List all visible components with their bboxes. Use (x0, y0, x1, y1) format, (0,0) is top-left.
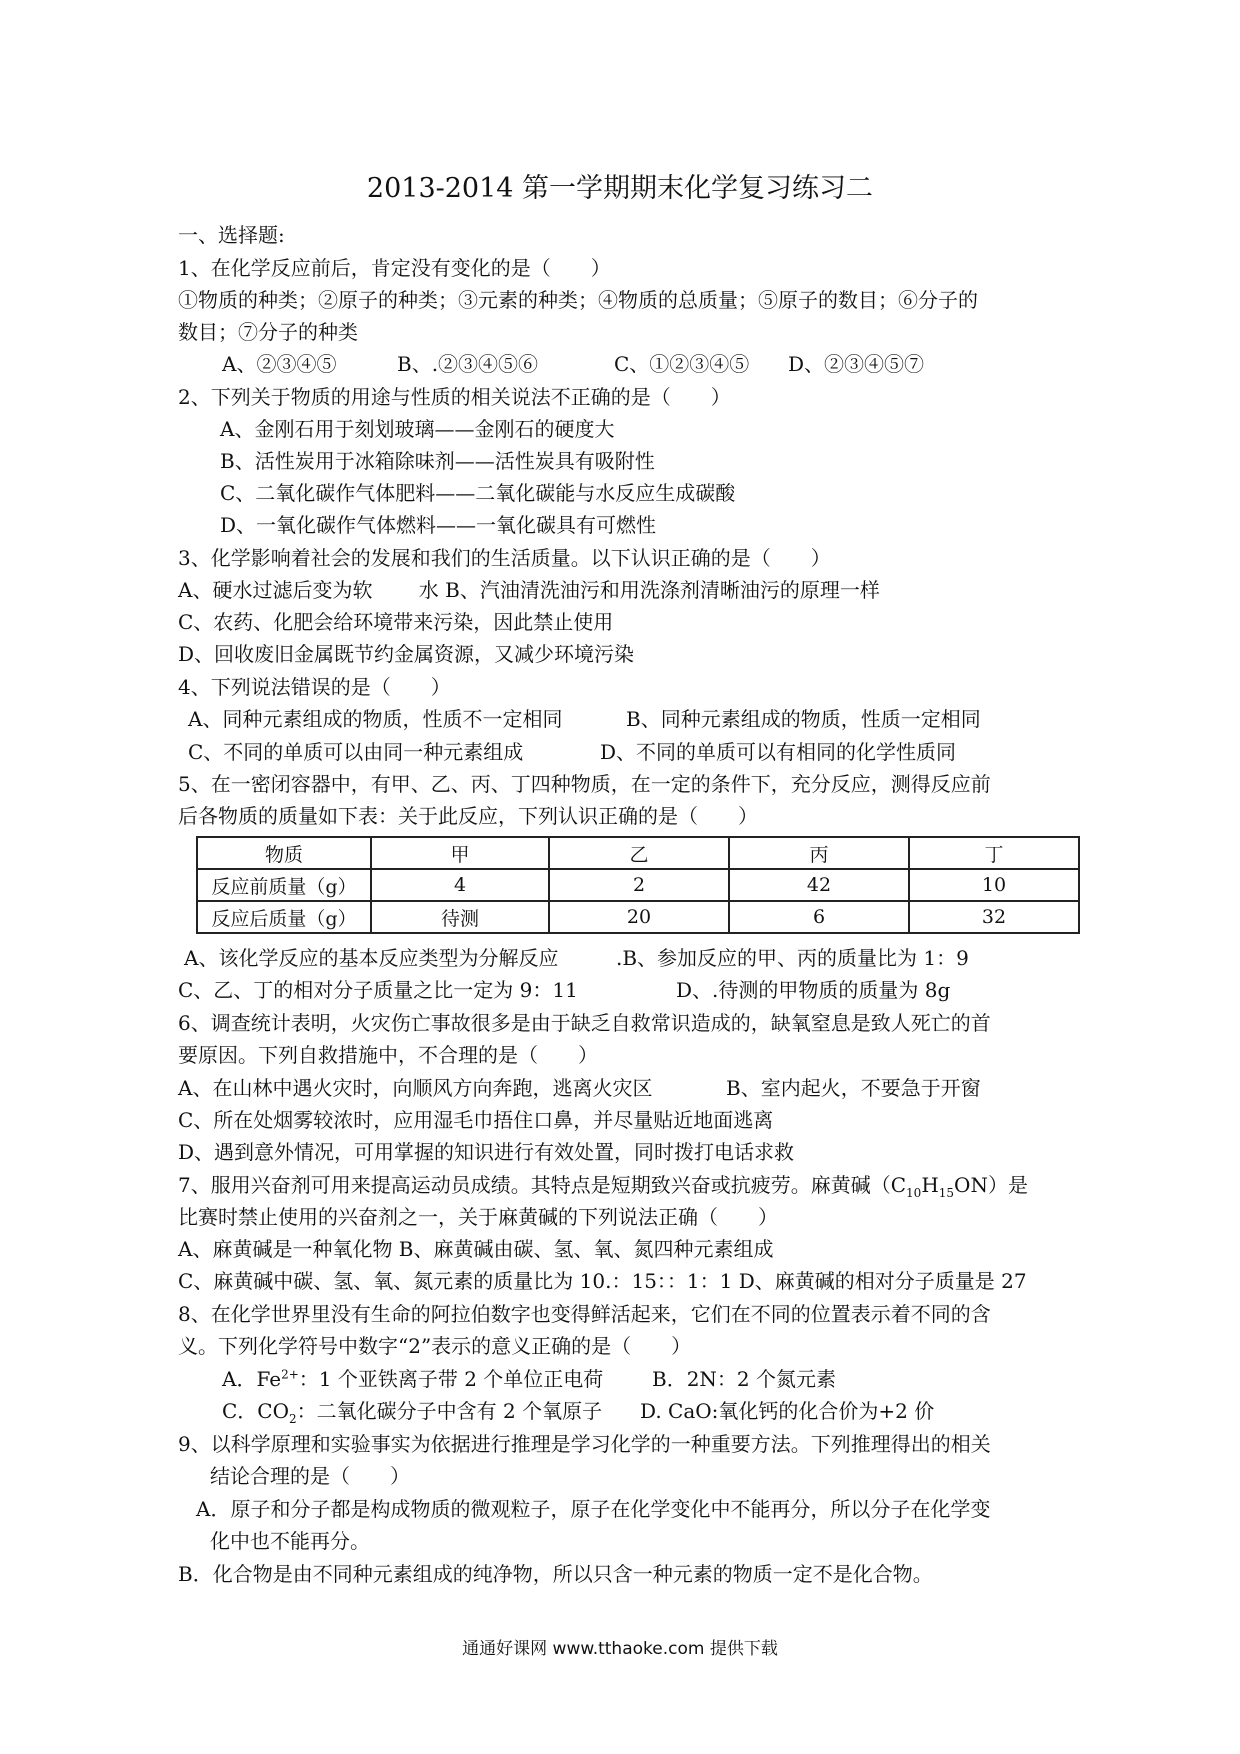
q5-option-a: A、该化学反应的基本反应类型为分解反应 (184, 946, 559, 970)
q8-option-a (222, 1366, 603, 1392)
formula-subscript: 15 (938, 1186, 955, 1200)
table-row (197, 869, 1079, 901)
table-cell: 42 (729, 869, 909, 901)
q5-stem: 5、在一密闭容器中，有甲、乙、丙、丁四种物质，在一定的条件下，充分反应，测得反应前 (178, 772, 991, 796)
table-cell: 2 (549, 869, 729, 901)
q7-stem (178, 1172, 1028, 1198)
q6-stem: 6、调查统计表明，火灾伤亡事故很多是由于缺乏自救常识造成的，缺氧窒息是致人死亡的首 (178, 1011, 991, 1035)
table-cell: 4 (371, 869, 549, 901)
q4-option-a: A、同种元素组成的物质，性质不一定相同 (188, 707, 563, 731)
table-cell: 6 (729, 901, 909, 933)
q1-option-a: A、②③④⑤ (222, 352, 337, 376)
q6-option-b: B、室内起火，不要急于开窗 (726, 1076, 981, 1100)
q5-option-b: .B、参加反应的甲、丙的质量比为 1：9 (616, 946, 969, 970)
table-header-cell: 丙 (729, 837, 909, 869)
formula-text: H (921, 1173, 939, 1197)
q6-option-c: C、所在处烟雾较浓时，应用湿毛巾捂住口鼻，并尽量贴近地面逃离 (178, 1108, 774, 1132)
charge-superscript: 2+ (281, 1367, 299, 1382)
section-heading: 一、选择题: (178, 223, 285, 247)
q8-option-d: D. CaO:氧化钙的化合价为+2 价 (640, 1399, 935, 1423)
q2-option-a: A、金刚石用于刻划玻璃——金刚石的硬度大 (220, 417, 615, 441)
q9-stem: 结论合理的是（ ） (210, 1464, 410, 1488)
q8-option-b: B．2N：2 个氮元素 (652, 1367, 837, 1391)
q5-stem: 后各物质的质量如下表：关于此反应，下列认识正确的是（ ） (178, 804, 758, 828)
q4-option-b: B、同种元素组成的物质，性质一定相同 (626, 707, 981, 731)
option-text: A．Fe (222, 1367, 282, 1391)
table-cell: 20 (549, 901, 729, 933)
q7-options-ab: A、麻黄碱是一种氧化物 B、麻黄碱由碳、氢、氧、氮四种元素组成 (178, 1237, 774, 1261)
q4-option-c: C、不同的单质可以由同一种元素组成 (188, 740, 524, 764)
table-header-cell: 甲 (371, 837, 549, 869)
table-row (197, 901, 1079, 933)
q1-option-b: B、.②③④⑤⑥ (397, 352, 539, 376)
q3-options-ab: A、硬水过滤后变为软 水 B、汽油清洗油污和用洗涤剂清晰油污的原理一样 (178, 578, 880, 602)
q7-stem-text: 7、服用兴奋剂可用来提高运动员成绩。其特点是短期致兴奋或抗疲劳。麻黄碱（C (178, 1173, 907, 1197)
q8-stem: 8、在化学世界里没有生命的阿拉伯数字也变得鲜活起来，它们在不同的位置表示着不同的含 (178, 1302, 991, 1326)
table-header-cell: 物质 (197, 837, 371, 869)
q3-option-d: D、回收废旧金属既节约金属资源，又减少环境污染 (178, 642, 635, 666)
table-header-cell: 乙 (549, 837, 729, 869)
q4-option-d: D、不同的单质可以有相同的化学性质同 (600, 740, 957, 764)
formula-text: ON）是 (954, 1173, 1028, 1197)
q2-option-d: D、一氧化碳作气体燃料——一氧化碳具有可燃性 (220, 513, 657, 537)
q1-option-c: C、①②③④⑤ (614, 352, 750, 376)
q3-stem: 3、化学影响着社会的发展和我们的生活质量。以下认识正确的是（ ） (178, 546, 831, 570)
table-cell: 待测 (371, 901, 549, 933)
q7-options-cd: C、麻黄碱中碳、氢、氧、氮元素的质量比为 10.：15：：1：1 D、麻黄碱的相对分子质量是 27 (178, 1269, 1027, 1293)
table-cell: 反应后质量（g） (197, 901, 371, 933)
q8-stem: 义。下列化学符号中数字“2”表示的意义正确的是（ ） (178, 1334, 692, 1358)
q7-stem: 比赛时禁止使用的兴奋剂之一，关于麻黄碱的下列说法正确（ ） (178, 1205, 778, 1229)
q6-option-a: A、在山林中遇火灾时，向顺风方向奔跑，逃离火灾区 (178, 1076, 653, 1100)
q1-line: ①物质的种类；②原子的种类；③元素的种类；④物质的总质量；⑤原子的数目；⑥分子的 (178, 288, 978, 312)
q9-option-a: 化中也不能再分。 (210, 1529, 370, 1553)
q9-stem: 9、以科学原理和实验事实为依据进行推理是学习化学的一种重要方法。下列推理得出的相关 (178, 1432, 991, 1456)
table-cell: 10 (909, 869, 1079, 901)
q6-stem: 要原因。下列自救措施中，不合理的是（ ） (178, 1043, 598, 1067)
q2-option-b: B、活性炭用于冰箱除味剂——活性炭具有吸附性 (220, 449, 655, 473)
q4-stem: 4、下列说法错误的是（ ） (178, 675, 451, 699)
q1-stem: 1、在化学反应前后，肯定没有变化的是（ ） (178, 256, 611, 280)
option-text: ：1 个亚铁离子带 2 个单位正电荷 (298, 1367, 604, 1391)
q2-stem: 2、下列关于物质的用途与性质的相关说法不正确的是（ ） (178, 385, 731, 409)
table-cell: 32 (909, 901, 1079, 933)
q2-option-c: C、二氧化碳作气体肥料——二氧化碳能与水反应生成碳酸 (220, 481, 736, 505)
q1-option-d: D、②③④⑤⑦ (788, 352, 925, 376)
table-header-cell: 丁 (909, 837, 1079, 869)
q3-option-c: C、农药、化肥会给环境带来污染，因此禁止使用 (178, 610, 614, 634)
table-cell: 反应前质量（g） (197, 869, 371, 901)
q1-line: 数目；⑦分子的种类 (178, 320, 358, 344)
q5-option-d: D、.待测的甲物质的质量为 8g (676, 978, 951, 1002)
q5-option-c: C、乙、丁的相对分子质量之比一定为 9：11 (178, 978, 578, 1002)
q6-option-d: D、遇到意外情况，可用掌握的知识进行有效处置，同时拨打电话求救 (178, 1140, 795, 1164)
q9-option-b: B．化合物是由不同种元素组成的纯净物，所以只含一种元素的物质一定不是化合物。 (178, 1562, 933, 1586)
q9-option-a: A．原子和分子都是构成物质的微观粒子，原子在化学变化中不能再分，所以分子在化学变 (196, 1497, 991, 1521)
formula-subscript: 2 (289, 1412, 297, 1426)
q8-option-c (222, 1398, 602, 1424)
option-text: C．CO (222, 1399, 290, 1423)
q5-mass-table (196, 836, 1080, 934)
formula-subscript: 10 (906, 1186, 922, 1200)
page-title: 2013-2014 第一学期期末化学复习练习二 (366, 173, 874, 204)
footer-source: 通通好课网 www.tthaoke.com 提供下载 (462, 1639, 778, 1659)
table-header-row (197, 837, 1079, 869)
option-text: ：二氧化碳分子中含有 2 个氧原子 (296, 1399, 603, 1423)
